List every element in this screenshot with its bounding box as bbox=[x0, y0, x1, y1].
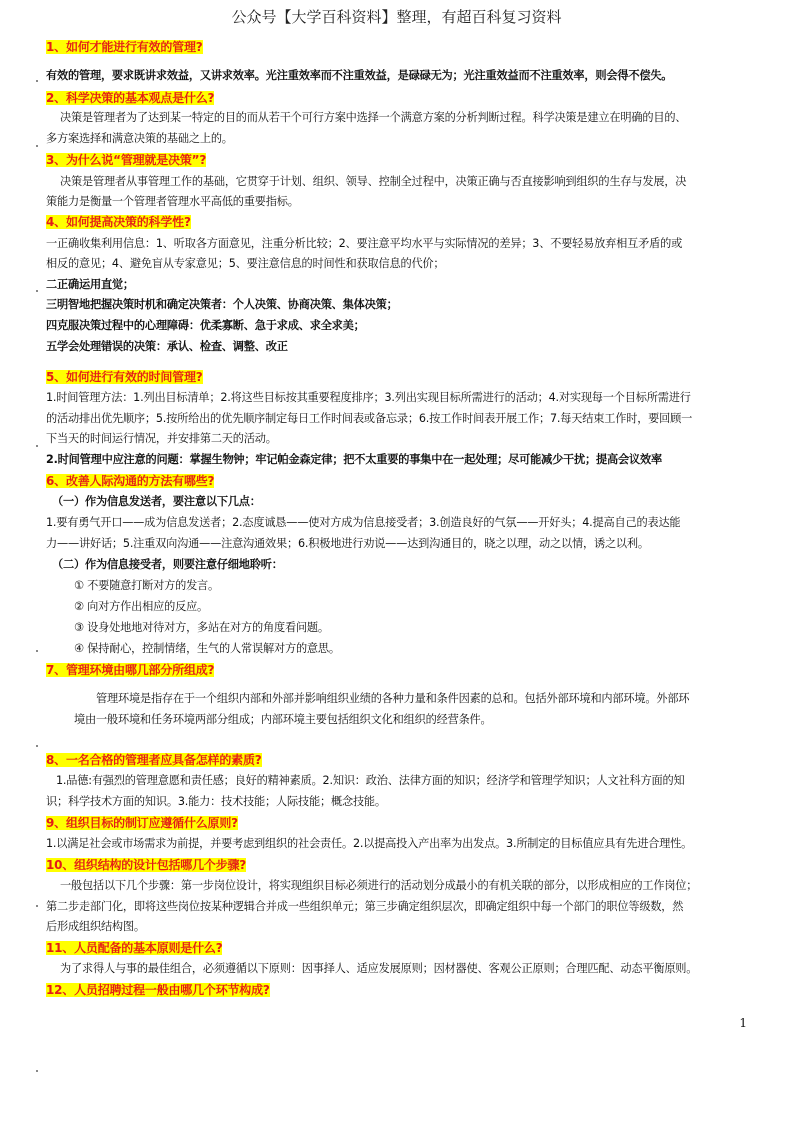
margin-mark bbox=[36, 290, 38, 292]
question-4-line-3: 二正确运用直觉； bbox=[46, 278, 134, 291]
question-2-line-2: 多方案选择和满意决策的基础之上的。 bbox=[46, 132, 233, 145]
margin-mark bbox=[36, 145, 38, 147]
margin-mark bbox=[36, 80, 38, 82]
page-header: 公众号【大学百科资料】整理，有超百科复习资料 bbox=[231, 8, 562, 26]
question-3-line-1: 决策是管理者从事管理工作的基础，它贯穿于计划、组织、领导、控制全过程中，决策正确与否直接影响到组织的生存与发展，决 bbox=[60, 175, 687, 188]
question-5-line-1: 1.时间管理方法：1.列出目标清单；2.将这些目标按其重要程度排序；3.列出实现目标所需进行的活动；4.对实现每一个目标所需进行 bbox=[46, 391, 691, 404]
question-6-line-2: 力——讲好话；5.注重双向沟通——注意沟通效果；6.积极地进行劝说——达到沟通目的，晓之以理，动之以情，诱之以利。 bbox=[46, 537, 649, 550]
margin-mark bbox=[36, 905, 38, 907]
list-item: ③ 设身处地地对待对方，多站在对方的角度看问题。 bbox=[74, 621, 329, 634]
question-12-title: 12、人员招聘过程一般由哪几个环节构成? bbox=[46, 983, 270, 997]
question-9-line-1: 1.以满足社会或市场需求为前提，并要考虑到组织的社会责任。2.以提高投入产出率为出发点。3.所制定的目标值应具有先进合理性。 bbox=[46, 837, 693, 850]
question-5-title: 5、如何进行有效的时间管理? bbox=[46, 370, 203, 384]
page-number: 1 bbox=[739, 1016, 747, 1030]
question-8-line-2: 识；科学技术方面的知识。3.能力：技术技能；人际技能；概念技能。 bbox=[46, 795, 386, 808]
question-3-line-2: 策能力是衡量一个管理者管理水平高低的重要指标。 bbox=[46, 195, 299, 208]
question-7-line-2: 境由一般环境和任务环境两部分组成；内部环境主要包括组织文化和组织的经营条件。 bbox=[74, 713, 492, 726]
question-6-subheading-2: （二）作为信息接受者，则要注意仔细地聆听： bbox=[52, 558, 283, 571]
question-4-line-5: 四克服决策过程中的心理障碍：优柔寡断、急于求成、求全求美； bbox=[46, 319, 365, 332]
list-item: ① 不要随意打断对方的发言。 bbox=[74, 579, 220, 592]
question-6-subheading-1: （一）作为信息发送者，要注意以下几点： bbox=[52, 495, 261, 508]
question-10-line-2: 第二步走部门化，即将这些岗位按某种逻辑合并成一些组织单元；第三步确定组织层次，即确定组织中每一个部门的职位等级数，然 bbox=[46, 900, 684, 913]
question-5-line-4: 2.时间管理中应注意的问题：掌握生物钟；牢记帕金森定律；把不太重要的事集中在一起处理；尽可能减少干扰；提高会议效率 bbox=[46, 453, 662, 466]
question-8-line-1: 1.品德:有强烈的管理意愿和责任感；良好的精神素质。2.知识：政治、法律方面的知识；经济学和管理学知识；人文社科方面的知 bbox=[56, 774, 685, 787]
question-2-line-1: 决策是管理者为了达到某一特定的目的而从若干个可行方案中选择一个满意方案的分析判断过程。科学决策是建立在明确的目的、 bbox=[60, 111, 687, 124]
question-4-line-2: 相反的意见；4、避免盲从专家意见；5、要注意信息的时间性和获取信息的代价； bbox=[46, 257, 445, 270]
question-1-title: 1、如何才能进行有效的管理? bbox=[46, 40, 203, 54]
question-7-title: 7、管理环境由哪几部分所组成? bbox=[46, 663, 215, 677]
question-3-title: 3、为什么说“管理就是决策”? bbox=[46, 153, 207, 167]
question-5-line-2: 的活动排出优先顺序；5.按所给出的优先顺序制定每日工作时间表或备忘录；6.按工作时间表开展工作；7.每天结束工作时，要回顾一 bbox=[46, 412, 693, 425]
question-4-line-1: 一正确收集利用信息：1、听取各方面意见，注重分析比较；2、要注意平均水平与实际情况的差异；3、不要轻易放弃相互矛盾的或 bbox=[46, 237, 683, 250]
margin-mark bbox=[36, 1070, 38, 1072]
margin-mark bbox=[36, 745, 38, 747]
question-2-title: 2、科学决策的基本观点是什么? bbox=[46, 91, 215, 105]
question-4-title: 4、如何提高决策的科学性? bbox=[46, 215, 191, 229]
list-item: ② 向对方作出相应的反应。 bbox=[74, 600, 209, 613]
margin-mark bbox=[36, 445, 38, 447]
question-9-title: 9、组织目标的制订应遵循什么原则? bbox=[46, 816, 238, 830]
margin-mark bbox=[36, 650, 38, 652]
question-8-title: 8、一名合格的管理者应具备怎样的素质? bbox=[46, 753, 262, 767]
question-6-title: 6、改善人际沟通的方法有哪些? bbox=[46, 474, 215, 488]
question-6-line-1: 1.要有勇气开口——成为信息发送者；2.态度诚恳——使对方成为信息接受者；3.创造良好的气氛——开好头；4.提高自己的表达能 bbox=[46, 516, 681, 529]
question-10-line-1: 一般包括以下几个步骤：第一步岗位设计，将实现组织目标必须进行的活动划分成最小的有机关联的部分，以形成相应的工作岗位； bbox=[60, 879, 698, 892]
question-10-title: 10、组织结构的设计包括哪几个步骤? bbox=[46, 858, 247, 872]
list-item: ④ 保持耐心，控制情绪，生气的人常误解对方的意思。 bbox=[74, 642, 340, 655]
question-11-line-1: 为了求得人与事的最佳组合，必须遵循以下原则：因事择人、适应发展原则；因材器使、客观公正原则；合理匹配、动态平衡原则。 bbox=[60, 962, 698, 975]
question-5-line-3: 下当天的时间运行情况，并安排第二天的活动。 bbox=[46, 432, 277, 445]
question-4-line-6: 五学会处理错误的决策：承认、检查、调整、改正 bbox=[46, 340, 288, 353]
question-11-title: 11、人员配备的基本原则是什么? bbox=[46, 941, 223, 955]
question-7-line-1: 管理环境是指存在于一个组织内部和外部并影响组织业绩的各种力量和条件因素的总和。包括外部环境和内部环境。外部环 bbox=[96, 692, 690, 705]
question-10-line-3: 后形成组织结构图。 bbox=[46, 920, 145, 933]
question-4-line-4: 三明智地把握决策时机和确定决策者：个人决策、协商决策、集体决策； bbox=[46, 298, 398, 311]
question-1-body: 有效的管理，要求既讲求效益，又讲求效率。光注重效率而不注重效益，是碌碌无为；光注重效益而不注重效率，则会得不偿失。 bbox=[46, 69, 673, 82]
